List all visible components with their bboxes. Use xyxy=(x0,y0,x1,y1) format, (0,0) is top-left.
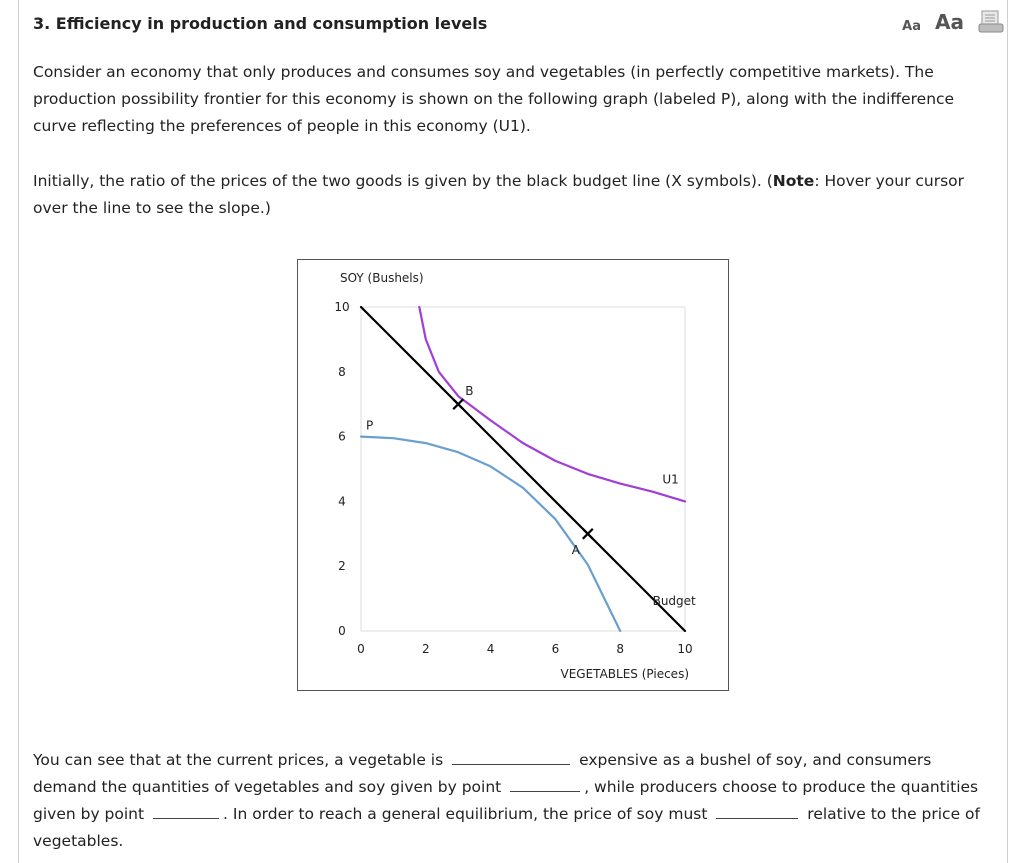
font-size-small-button[interactable]: Aa xyxy=(902,19,922,34)
y-tick-labels xyxy=(334,300,349,638)
price-comparison-dropdown[interactable] xyxy=(452,747,570,765)
intro-paragraph-1: Consider an economy that only produces and consumes soy and vegetables (in perfectly competitive markets). The production possibility frontier for this economy is shown on the following graph (labeled P), along with the indifference curve reflecting the preferences of people in this economy (U1). xyxy=(33,63,955,135)
question-part-3: , while producers choose to produce the quantities given by point xyxy=(33,778,979,823)
x-tick-label: 10 xyxy=(677,642,693,656)
y-tick-label: 6 xyxy=(338,429,346,444)
x-tick-label: 8 xyxy=(616,642,625,656)
y-tick-label: 4 xyxy=(338,494,346,509)
x-tick-label: 4 xyxy=(486,642,495,656)
point-a-marker xyxy=(583,529,593,539)
question-part-2: expensive as a bushel of soy, and consumers demand the quantities of vegetables and soy given by point xyxy=(33,751,932,796)
x-tick-label: 2 xyxy=(421,642,430,656)
chart-container xyxy=(297,259,729,691)
ppf-label: P xyxy=(366,418,374,433)
font-size-large-button[interactable]: Aa xyxy=(935,10,964,34)
budget-label: Budget xyxy=(652,594,696,609)
y-tick-label: 2 xyxy=(338,559,346,574)
consumer-point-dropdown[interactable] xyxy=(510,774,580,792)
toolbar xyxy=(902,10,1004,34)
print-icon[interactable] xyxy=(978,10,1004,34)
p-curve xyxy=(361,437,620,631)
point-b-label: B xyxy=(465,384,474,399)
intro-paragraph-2 xyxy=(33,168,983,222)
x-tick-labels xyxy=(357,642,692,656)
x-axis-label: VEGETABLES (Pieces) xyxy=(560,667,689,681)
y-axis-label: SOY (Bushels) xyxy=(340,271,424,285)
y-tick-label: 0 xyxy=(338,624,346,638)
soy-price-change-dropdown[interactable] xyxy=(716,801,798,819)
chart-svg xyxy=(298,260,728,690)
point-b-marker xyxy=(453,399,463,409)
question-text xyxy=(33,747,993,855)
note-label: Note xyxy=(772,172,815,190)
u1-label: U1 xyxy=(662,472,679,487)
x-tick-label: 0 xyxy=(357,642,365,656)
page-title: 3. Efficiency in production and consumption levels xyxy=(33,14,488,33)
budget-curve[interactable] xyxy=(361,307,685,631)
x-tick-label: 6 xyxy=(551,642,560,656)
producer-point-dropdown[interactable] xyxy=(153,801,219,819)
question-part-4: . In order to reach a general equilibrium, the price of soy must xyxy=(223,805,708,823)
question-part-5: relative to the price of vegetables. xyxy=(33,805,980,850)
intro-text-b: : Hover your cursor over the line to see the slope.) xyxy=(33,172,965,217)
question-part-1: You can see that at the current prices, a vegetable is xyxy=(33,751,444,769)
intro-text-a: Initially, the ratio of the prices of the two goods is given by the black budget line (X symbols). ( xyxy=(33,172,773,190)
y-tick-label: 8 xyxy=(338,364,346,379)
y-tick-label: 10 xyxy=(334,300,350,314)
point-a-label: A xyxy=(571,542,581,557)
chart-series xyxy=(361,307,696,631)
